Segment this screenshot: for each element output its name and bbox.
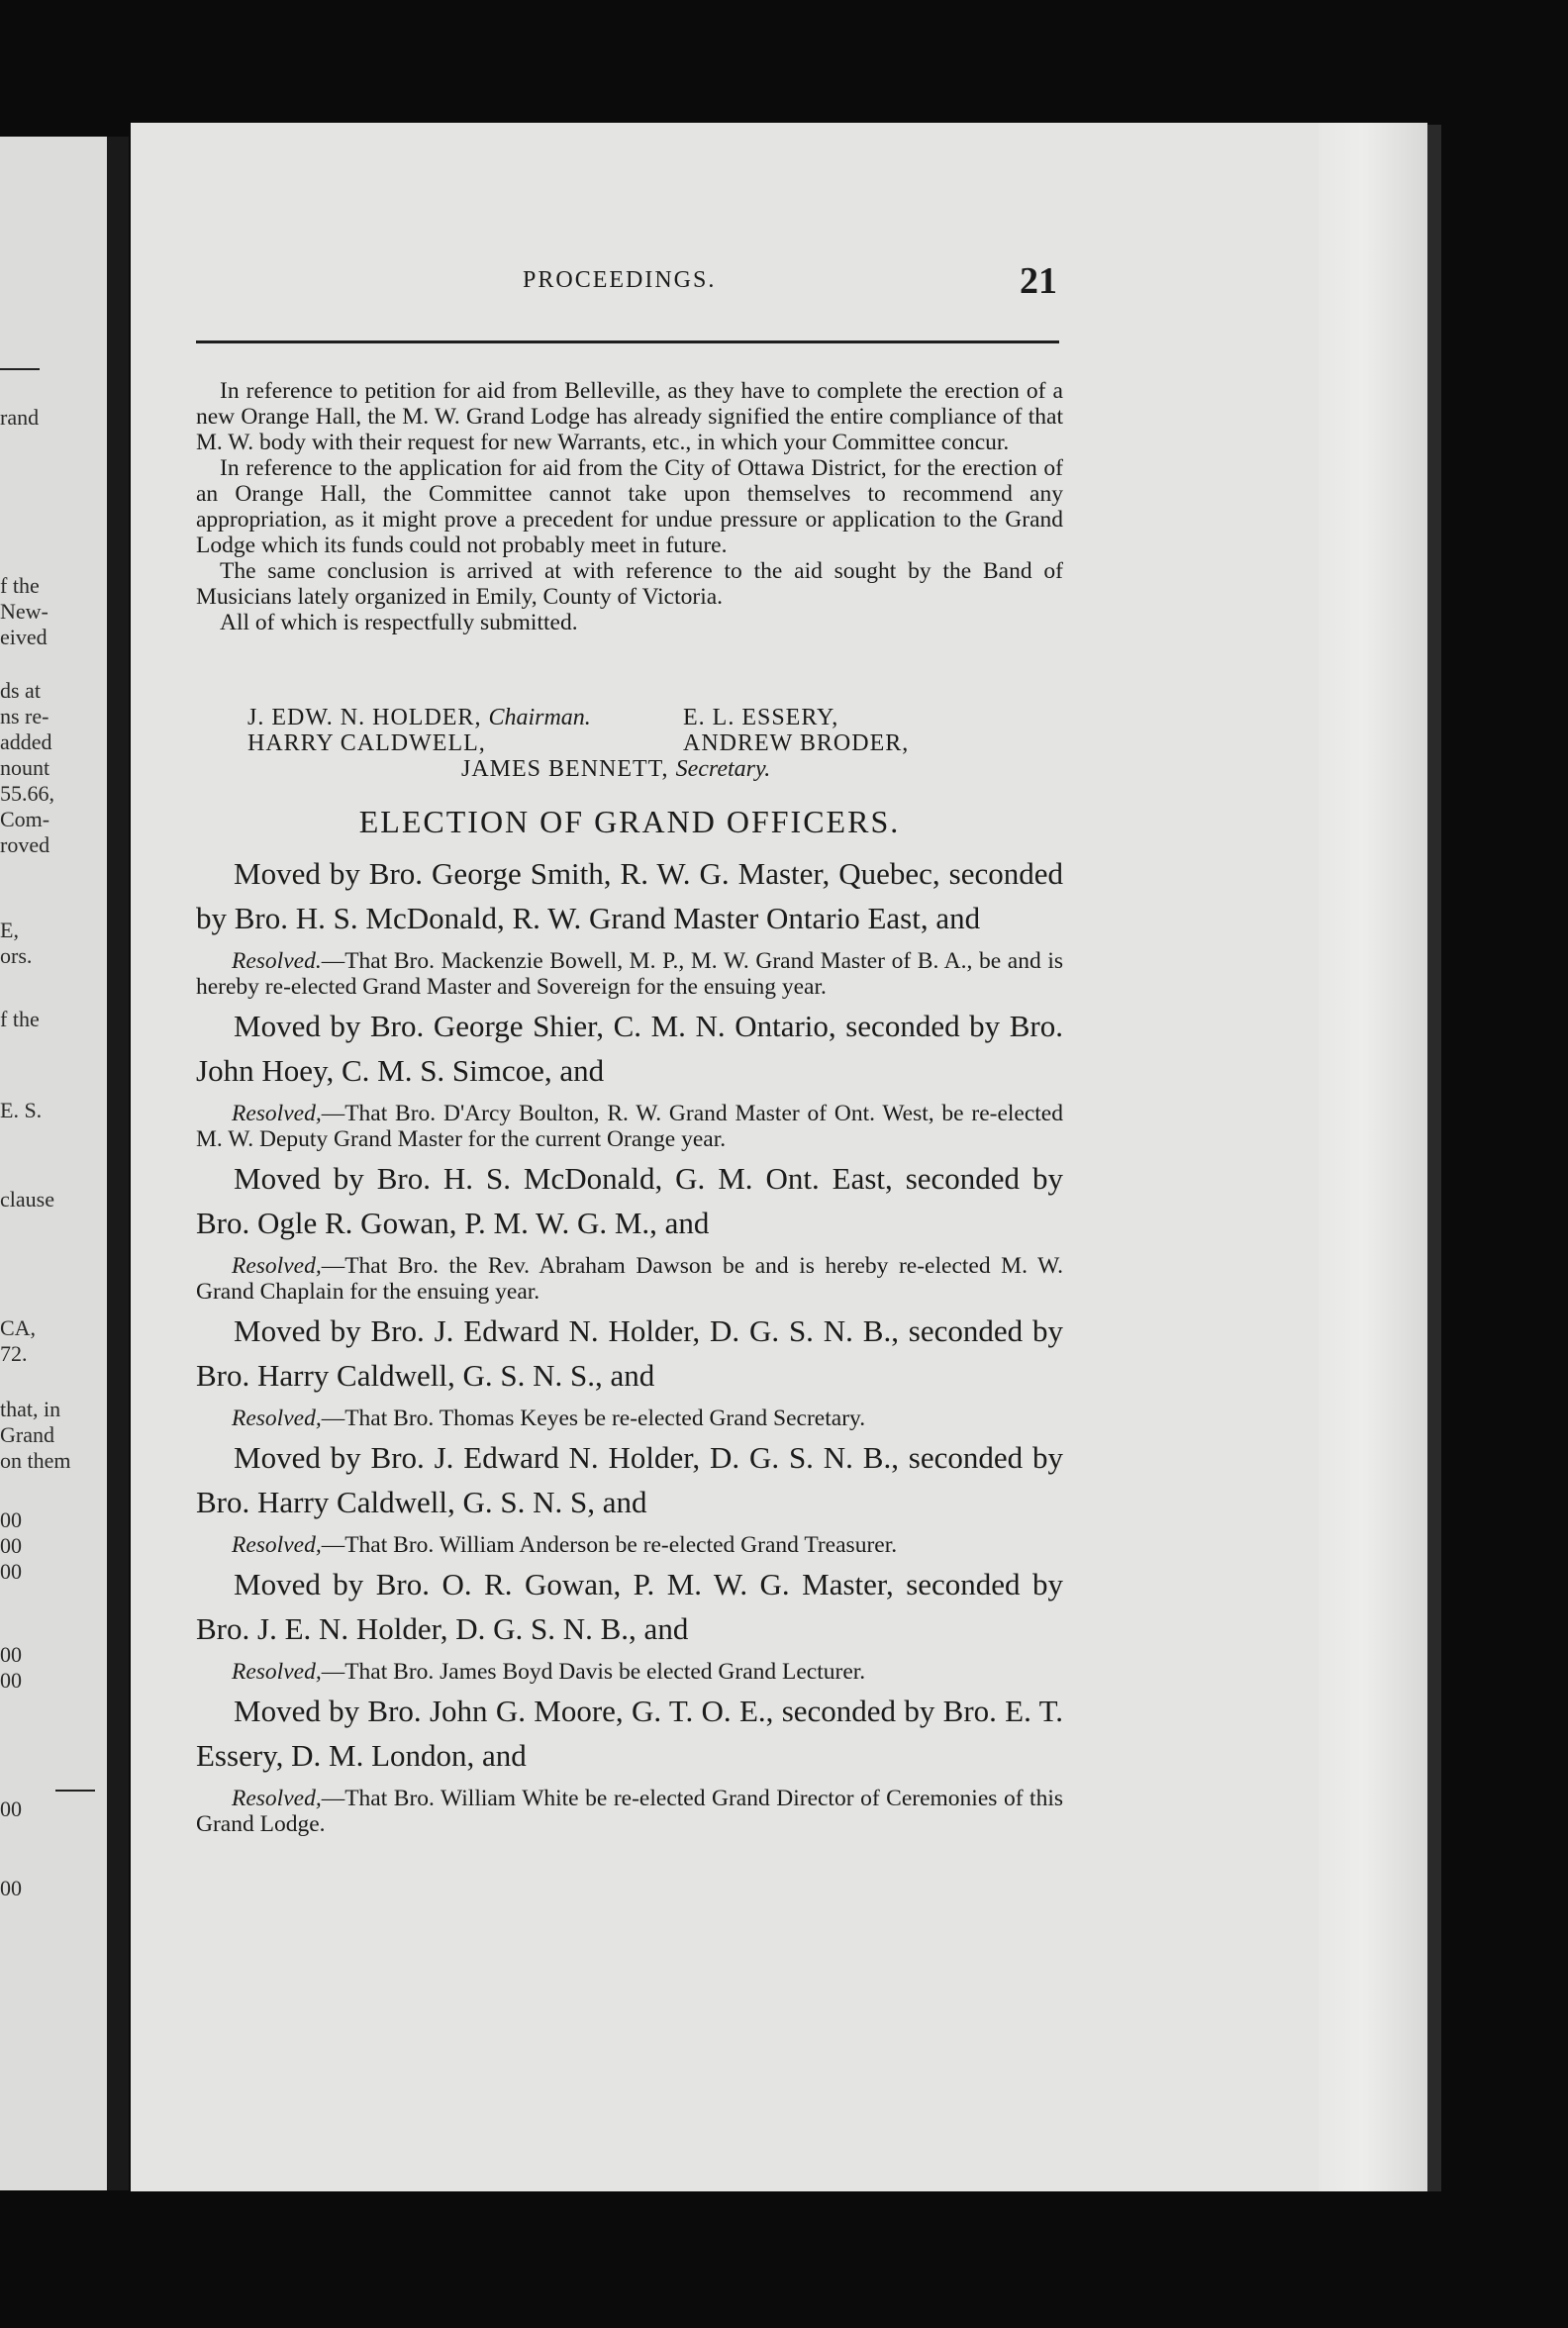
resolution-text: Resolved.—That Bro. Mackenzie Bowell, M. P., M. W. Grand Master of B. A., be and is hereby re-elected Grand Master and Sovereign for the ensuing year. [196, 948, 1063, 1000]
left-page-rule [55, 1790, 95, 1792]
resolved-label: Resolved, [232, 1101, 322, 1126]
left-page-text-fragment: 00 [0, 1668, 22, 1693]
resolution-text: Resolved,—That Bro. D'Arcy Boulton, R. W. Grand Master of Ont. West, be re-elected M. W. Deputy Grand Master for the current Orange year. [196, 1101, 1063, 1152]
left-page-fragment [0, 137, 107, 2190]
report-paragraph: The same conclusion is arrived at with reference to the aid sought by the Band of Musicians lately organized in Emily, County of Victoria. [196, 558, 1063, 610]
signature-chairman: J. EDW. N. HOLDER, Chairman. [247, 705, 591, 730]
left-page-text-fragment: ds at [0, 678, 41, 703]
left-page-text-fragment: 00 [0, 1876, 22, 1900]
resolved-label: Resolved, [232, 1532, 322, 1558]
section-heading: ELECTION OF GRAND OFFICERS. [358, 804, 901, 839]
left-page-text-fragment: ors. [0, 943, 33, 968]
page-edge [1427, 125, 1441, 2191]
committee-report [196, 378, 1063, 635]
report-paragraph: All of which is respectfully submitted. [220, 610, 578, 635]
left-page-text-fragment: E. S. [0, 1098, 43, 1122]
resolution-text: Resolved,—That Bro. the Rev. Abraham Dawson be and is hereby re-elected M. W. Grand Chaplain for the ensuing year. [196, 1253, 1063, 1305]
motion-text: Moved by Bro. H. S. McDonald, G. M. Ont. East, seconded by Bro. Ogle R. Gowan, P. M. W. G. M., and [196, 1161, 1063, 1240]
resolved-label: Resolved, [232, 1659, 322, 1685]
resolved-label: Resolved. [232, 948, 322, 974]
left-page-text-fragment: that, in [0, 1397, 61, 1421]
left-page-text-fragment: 00 [0, 1559, 22, 1584]
left-page-text-fragment: Grand [0, 1422, 54, 1447]
left-page-text-fragment: eived [0, 625, 48, 649]
motion-text: Moved by Bro. George Smith, R. W. G. Master, Quebec, seconded by Bro. H. S. McDonald, R. W. Grand Master Ontario East, and [196, 856, 1063, 935]
resolution-text: Resolved,—That Bro. William White be re-elected Grand Director of Ceremonies of this Grand Lodge. [196, 1786, 1063, 1837]
left-page-text-fragment: Com- [0, 807, 50, 831]
signature-member: ANDREW BRODER, [683, 730, 910, 756]
left-page-text-fragment: on them [0, 1448, 71, 1473]
motion-text: Moved by Bro. J. Edward N. Holder, D. G. S. N. B., seconded by Bro. Harry Caldwell, G. S. N. S, and [196, 1440, 1063, 1519]
left-page-text-fragment: CA, [0, 1315, 37, 1340]
left-page-text-fragment: 55.66, [0, 781, 54, 806]
motions-list [196, 851, 1063, 1837]
signature-member: E. L. ESSERY, [683, 705, 839, 730]
left-page-text-fragment: ns re- [0, 704, 49, 728]
left-page-text-fragment: added [0, 729, 52, 754]
signature-secretary: JAMES BENNETT, Secretary. [461, 756, 771, 782]
motion-text: Moved by Bro. John G. Moore, G. T. O. E., seconded by Bro. E. T. Essery, D. M. London, and [196, 1694, 1063, 1773]
page-right-margin [1319, 123, 1427, 2191]
resolved-label: Resolved, [232, 1406, 322, 1431]
motion-text: Moved by Bro. J. Edward N. Holder, D. G. S. N. B., seconded by Bro. Harry Caldwell, G. S. N. S., and [196, 1313, 1063, 1393]
left-page-text-fragment: clause [0, 1187, 54, 1212]
left-page-text-fragment: 00 [0, 1642, 22, 1667]
left-page-text-fragment: 00 [0, 1533, 22, 1558]
left-page-text-fragment: f the [0, 573, 40, 598]
left-page-text-fragment: f the [0, 1007, 40, 1031]
signature-member: HARRY CALDWELL, [247, 730, 486, 756]
left-page-rule [0, 368, 40, 370]
page-number: 21 [1020, 260, 1057, 302]
motion-text: Moved by Bro. George Shier, C. M. N. Ontario, seconded by Bro. John Hoey, C. M. S. Simcoe, and [196, 1009, 1063, 1088]
left-page-text-fragment: nount [0, 755, 50, 780]
left-page-text-fragment: New- [0, 599, 49, 624]
resolution-text: Resolved,—That Bro. Thomas Keyes be re-elected Grand Secretary. [232, 1406, 866, 1431]
left-page-text-fragment: E, [0, 918, 19, 942]
left-page-text-fragment: 00 [0, 1796, 22, 1821]
resolved-label: Resolved, [232, 1786, 322, 1811]
left-page-text-fragment: 00 [0, 1507, 22, 1532]
running-title: PROCEEDINGS. [523, 267, 717, 293]
motion-text: Moved by Bro. O. R. Gowan, P. M. W. G. Master, seconded by Bro. J. E. N. Holder, D. G. S. N. B., and [196, 1567, 1063, 1646]
resolved-label: Resolved, [232, 1253, 322, 1279]
book-binding-gutter [107, 137, 129, 2190]
running-header [196, 259, 1075, 309]
resolution-text: Resolved,—That Bro. James Boyd Davis be elected Grand Lecturer. [232, 1659, 866, 1685]
report-paragraph: In reference to the application for aid from the City of Ottawa District, for the erection of an Orange Hall, the Committee cannot take upon themselves to recommend any appropriation, as it might prove a precedent for undue pressure or application to the Grand Lodge which its funds could not probably meet in future. [196, 455, 1063, 558]
left-page-text-fragment: roved [0, 832, 50, 857]
left-page-text-fragment: rand [0, 405, 40, 430]
resolution-text: Resolved,—That Bro. William Anderson be re-elected Grand Treasurer. [232, 1532, 898, 1558]
report-paragraph: In reference to petition for aid from Belleville, as they have to complete the erection of a new Orange Hall, the M. W. Grand Lodge has already signified the entire compliance of that M. W. body with their request for new Warrants, etc., in which your Committee concur. [196, 378, 1063, 455]
left-page-text-fragment: 72. [0, 1341, 28, 1366]
header-rule [196, 340, 1059, 343]
